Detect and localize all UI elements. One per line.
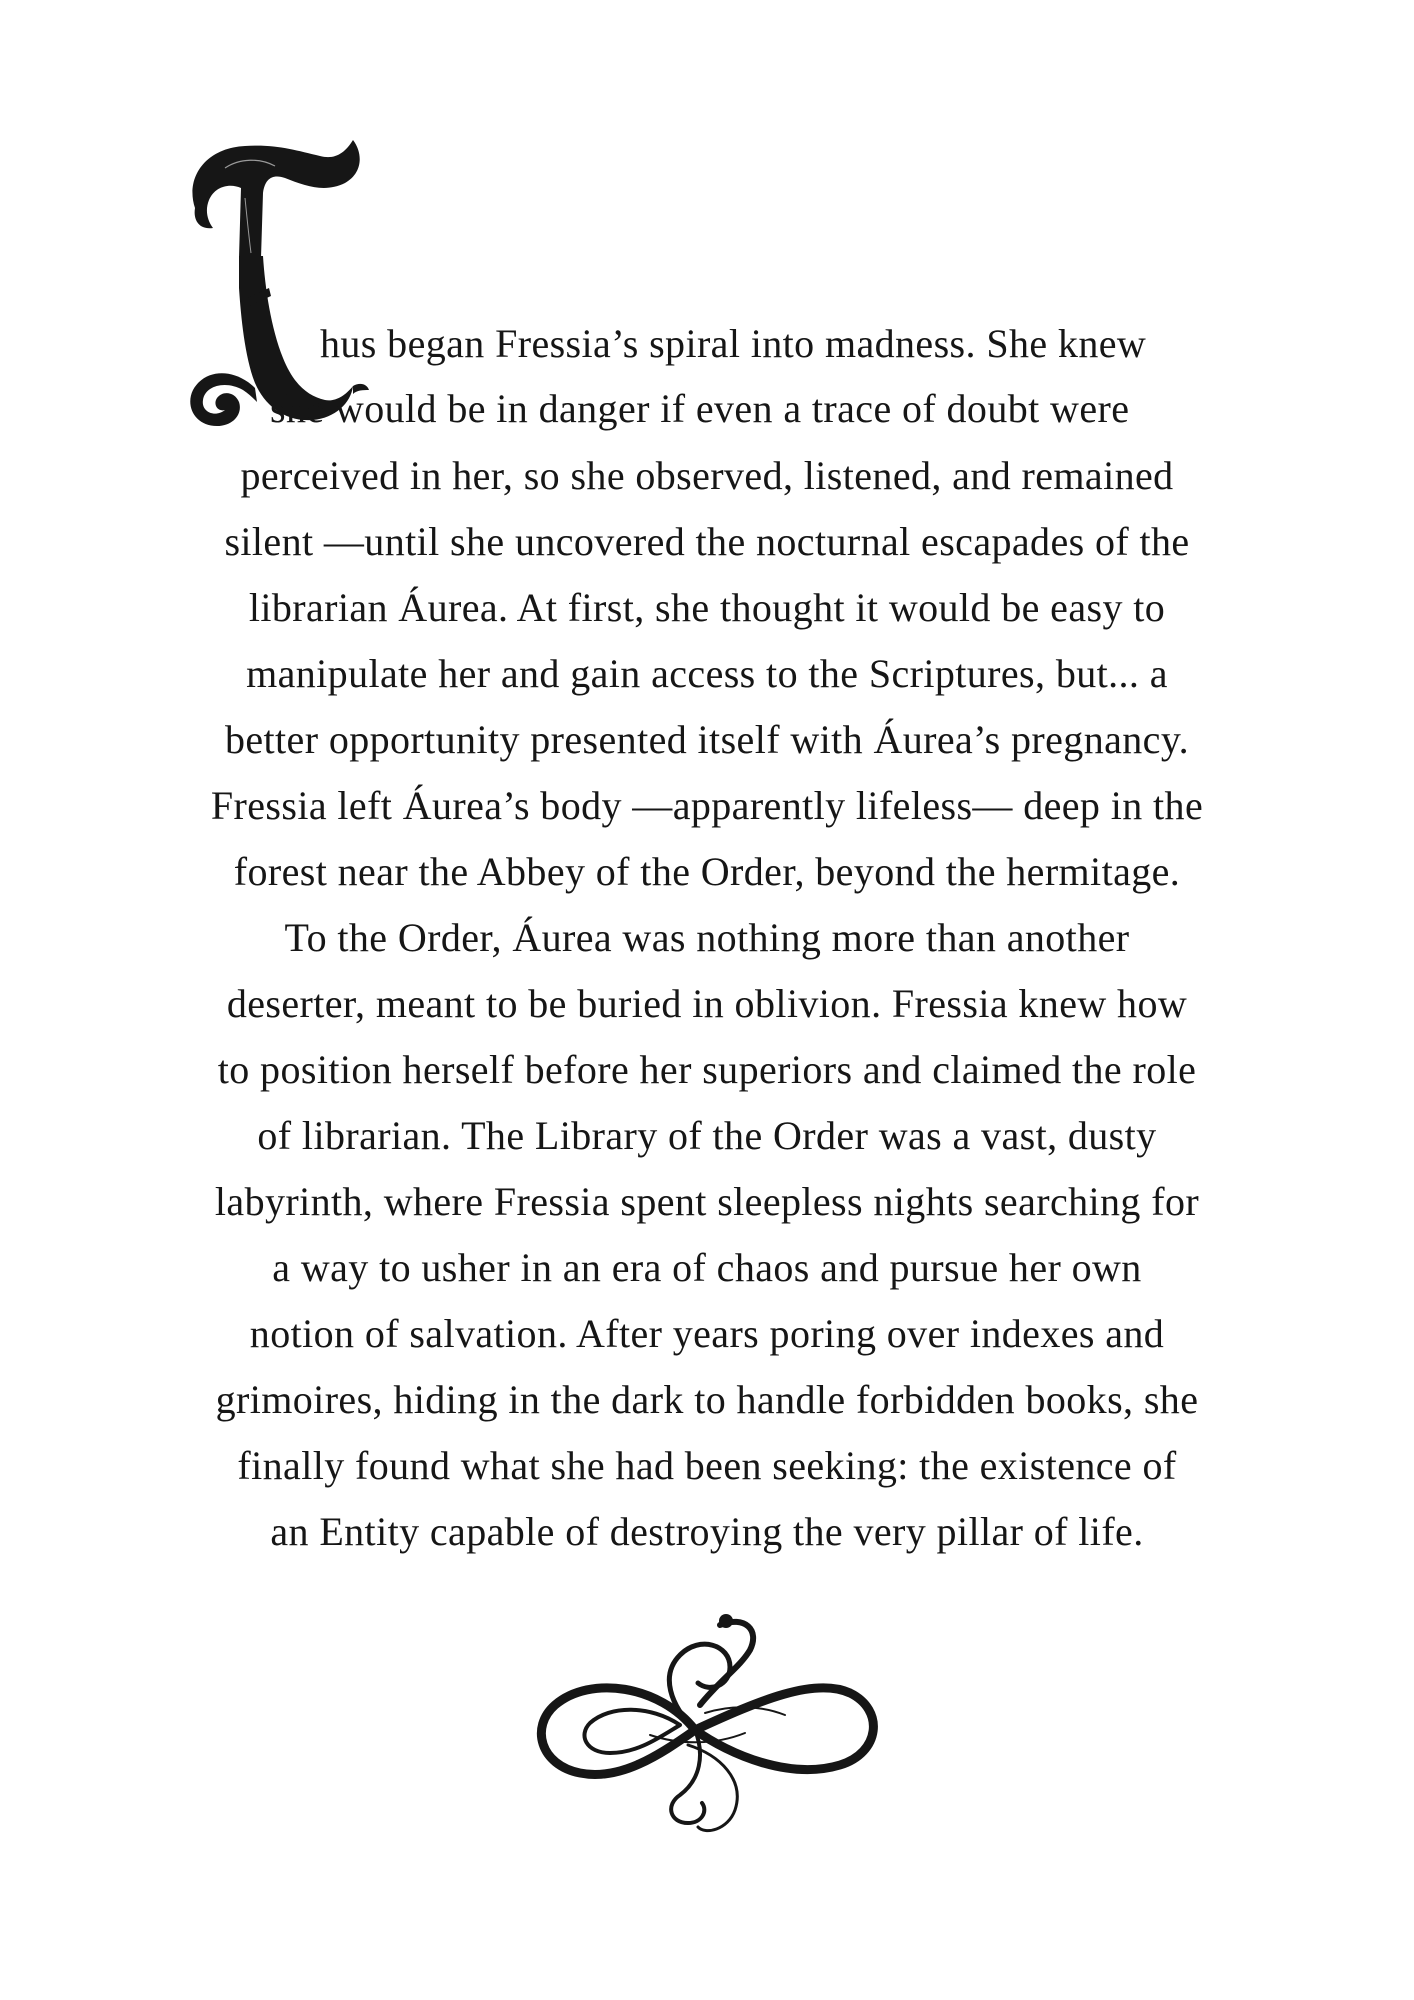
text-line-2: she would be in danger if even a trace of doubt were (270, 386, 1130, 431)
text-line-14: labyrinth, where Fressia spent sleepless nights searching for (214, 1179, 1200, 1224)
text-line-6: manipulate her and gain access to the Scriptures, but... a (246, 651, 1168, 696)
text-line-17: grimoires, hiding in the dark to handle forbidden books, she (215, 1377, 1199, 1422)
text-line-11: deserter, meant to be buried in oblivion. Fressia knew how (226, 981, 1188, 1026)
text-line-4: silent —until she uncovered the nocturnal escapades of the (224, 519, 1190, 564)
text-line-9: forest near the Abbey of the Order, beyond the hermitage. (233, 849, 1181, 894)
text-line-1: hus began Fressia’s spiral into madness. She knew (320, 321, 1147, 366)
text-line-13: of librarian. The Library of the Order was a vast, dusty (257, 1113, 1157, 1158)
text-line-7: better opportunity presented itself with Áurea’s pregnancy. (224, 717, 1190, 762)
text-line-8: Fressia left Áurea’s body —apparently lifeless— deep in the (210, 783, 1204, 828)
text-line-12: to position herself before her superiors and claimed the role (217, 1047, 1197, 1092)
text-line-3: perceived in her, so she observed, listened, and remained (240, 453, 1174, 498)
text-line-15: a way to usher in an era of chaos and pursue her own (272, 1245, 1142, 1290)
text-line-19: an Entity capable of destroying the very pillar of life. (270, 1509, 1144, 1554)
text-line-16: notion of salvation. After years poring over indexes and (249, 1311, 1165, 1356)
text-line-18: finally found what she had been seeking: the existence of (237, 1443, 1177, 1488)
flourish-icon (530, 1605, 890, 1845)
text-line-10: To the Order, Áurea was nothing more than another (284, 915, 1130, 960)
text-line-5: librarian Áurea. At first, she thought it would be easy to (248, 585, 1166, 630)
